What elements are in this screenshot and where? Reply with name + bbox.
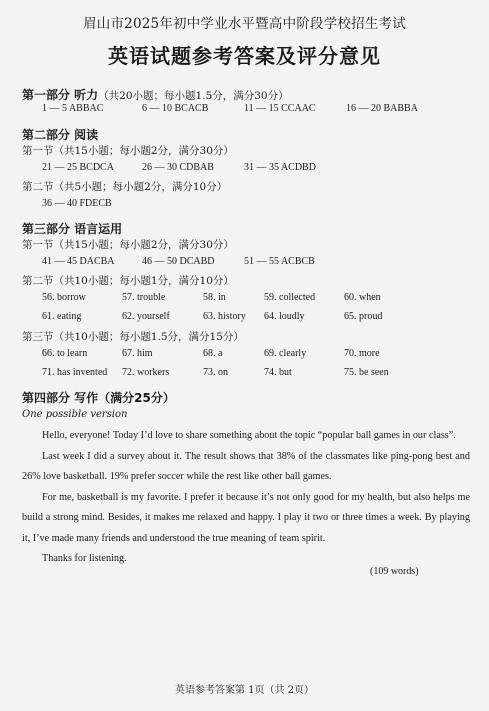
answer-item: 64. loudly <box>264 311 305 322</box>
part2-sec1-note: 第一节（共15小题；每小题2分，满分30分） <box>22 145 234 157</box>
exam-title: 眉山市2025年初中学业水平暨高中阶段学校招生考试 <box>83 16 406 32</box>
essay-paragraph: Hello, everyone! Today I’d love to share something about the topic “popular ball games in our class”. <box>42 430 456 441</box>
answer-item: 61. eating <box>42 311 82 322</box>
answer-group: 1 — 5 ABBAC <box>42 103 104 114</box>
answer-group: 41 — 45 DACBA <box>42 256 115 267</box>
essay-paragraph: For me, basketball is my favorite. I prefer it because it’s not only good for my health, but also helps me build a strong mind. Besides, it makes me relaxed and happy. I play it two or three times a week. By playing it, I’ve made many friends and understood the true meaning of team spirit. <box>22 491 470 544</box>
essay-paragraph: Thanks for listening. <box>42 553 127 564</box>
answer-group: 16 — 20 BABBA <box>346 103 418 114</box>
answer-group: 36 — 40 FDECB <box>42 198 112 209</box>
answer-item: 66. to learn <box>42 348 88 359</box>
word-count: (109 words) <box>370 566 419 577</box>
answer-item: 71. has invented <box>42 367 108 378</box>
model-essay <box>22 426 470 570</box>
part3-sec3-note: 第三节（共10小题；每小题1.5分，满分15分） <box>22 331 244 343</box>
answer-item: 68. a <box>203 348 223 359</box>
part4-title: 第四部分 写作（满分25分） <box>22 391 175 405</box>
part3-sec1-note: 第一节（共15小题；每小题2分，满分30分） <box>22 239 234 251</box>
version-label: One possible version <box>22 409 128 420</box>
answer-group: 46 — 50 DCABD <box>142 256 215 267</box>
answer-group: 6 — 10 BCACB <box>142 103 209 114</box>
answer-item: 67. him <box>122 348 153 359</box>
part1-note: （共20小题；每小题1.5分，满分30分） <box>98 90 289 102</box>
answer-group: 26 — 30 CDBAB <box>142 162 214 173</box>
answer-item: 65. proud <box>344 311 383 322</box>
part1-title: 第一部分 听力 <box>22 88 99 102</box>
answer-item: 59. collected <box>264 292 316 303</box>
answer-item: 74. but <box>264 367 292 378</box>
answer-group: 31 — 35 ACDBD <box>244 162 316 173</box>
answer-item: 60. when <box>344 292 381 303</box>
page-footer: 英语参考答案第 1页（共 2页） <box>174 685 315 696</box>
part3-sec2-note: 第二节（共10小题；每小题1分，满分10分） <box>22 275 234 287</box>
part3-title: 第三部分 语言运用 <box>22 222 123 236</box>
answer-item: 63. history <box>203 311 246 322</box>
part1-heading <box>22 84 289 103</box>
answer-item: 73. on <box>203 367 228 378</box>
answer-item: 75. be seen <box>344 367 389 378</box>
part2-title: 第二部分 阅读 <box>22 128 99 142</box>
answer-item: 69. clearly <box>264 348 307 359</box>
part2-sec2-note: 第二节（共5小题；每小题2分，满分10分） <box>22 181 228 193</box>
document-title: 英语试题参考答案及评分意见 <box>108 44 381 68</box>
answer-item: 72. workers <box>122 367 170 378</box>
answer-item: 56. borrow <box>42 292 86 303</box>
answer-item: 58. in <box>203 292 226 303</box>
answer-group: 21 — 25 BCDCA <box>42 162 114 173</box>
answer-item: 62. yourself <box>122 311 170 322</box>
answer-item: 70. more <box>344 348 380 359</box>
essay-paragraph: Last week I did a survey about it. The result shows that 38% of the classmates like ping-pong best and 26% love basketball. 19% prefer soccer while the rest like other ball games. <box>22 450 470 482</box>
answer-group: 51 — 55 ACBCB <box>244 256 315 267</box>
answer-item: 57. trouble <box>122 292 166 303</box>
answer-group: 11 — 15 CCAAC <box>244 103 316 114</box>
